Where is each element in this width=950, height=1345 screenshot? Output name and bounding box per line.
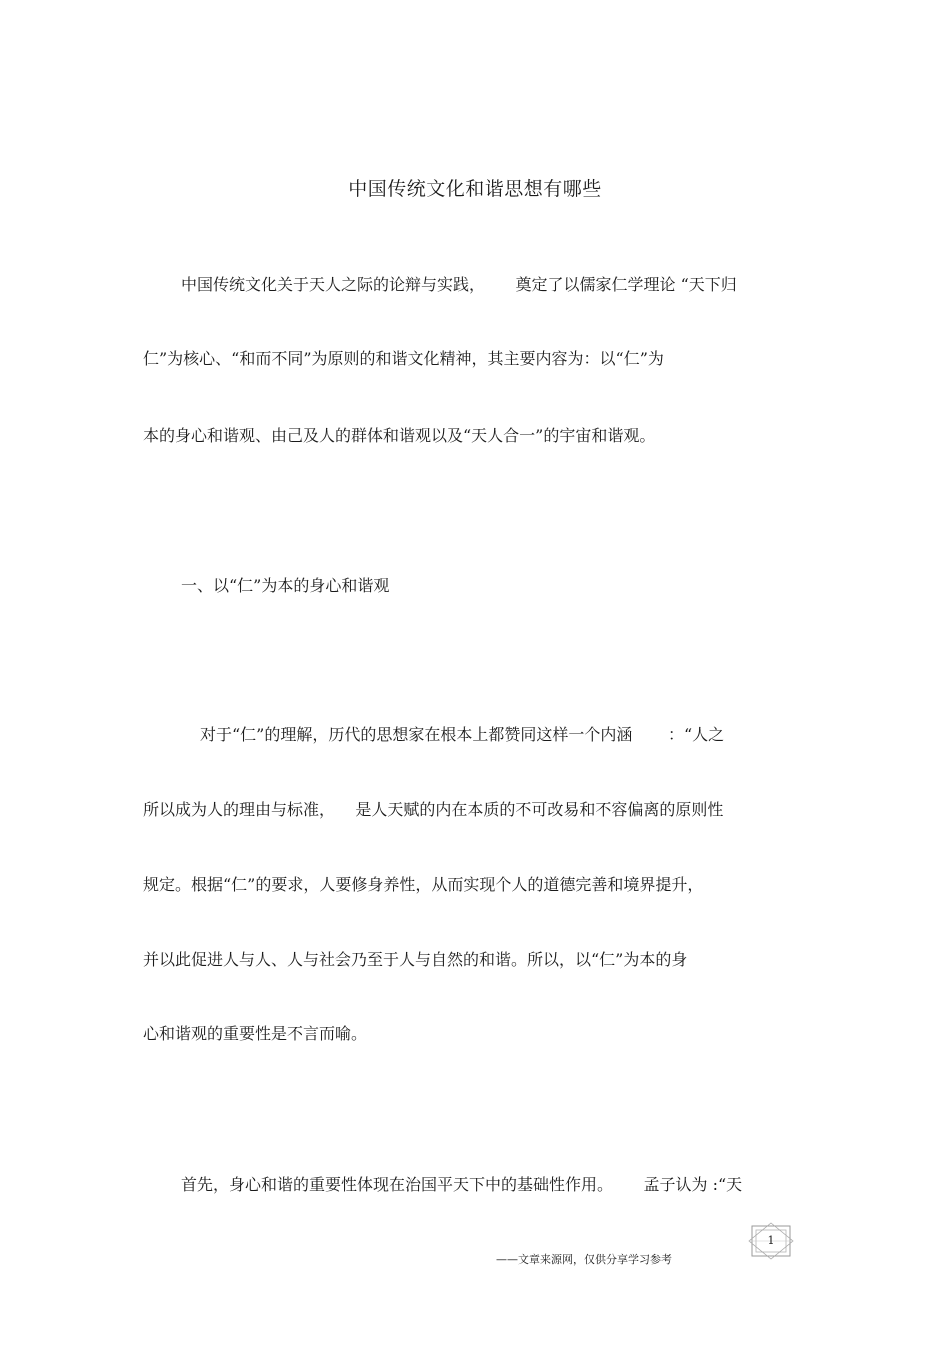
paragraph-2-line-1: 对于“仁”的理解，历代的思想家在根本上都赞同这样一个内涵 ：“人之 (200, 725, 725, 744)
paragraph-1-line-3: 本的身心和谐观、由己及人的群体和谐观以及“天人合一”的宇宙和谐观。 (143, 426, 656, 445)
page-title: 中国传统文化和谐思想有哪些 (348, 178, 602, 200)
paragraph-2-line-3: 规定。根据“仁”的要求，人要修身养性，从而实现个人的道德完善和境界提升， (143, 875, 704, 894)
paragraph-1-line-1: 中国传统文化关于天人之际的论辩与实践， 奠定了以儒家仁学理论 “天下归 (181, 275, 737, 294)
paragraph-2-line-2: 所以成为人的理由与标准， 是人天赋的内在本质的不可改易和不容偏离的原则性 (143, 800, 724, 819)
paragraph-2-line-4: 并以此促进人与人、人与社会乃至于人与自然的和谐。所以，以“仁”为本的身 (143, 950, 688, 969)
page-number: 1 (767, 1234, 775, 1247)
paragraph-2-line-5: 心和谐观的重要性是不言而喻。 (143, 1024, 368, 1043)
section-heading-1: 一、以“仁”为本的身心和谐观 (181, 576, 390, 595)
paragraph-1-line-2: 仁”为核心、“和而不同”为原则的和谐文化精神，其主要内容为：以“仁”为 (143, 349, 664, 368)
paragraph-3-line-1: 首先，身心和谐的重要性体现在治国平天下中的基础性作用。 孟子认为 :“天 (181, 1175, 743, 1194)
footer-source-note: ——文章来源网，仅供分享学习参考 (496, 1253, 672, 1266)
